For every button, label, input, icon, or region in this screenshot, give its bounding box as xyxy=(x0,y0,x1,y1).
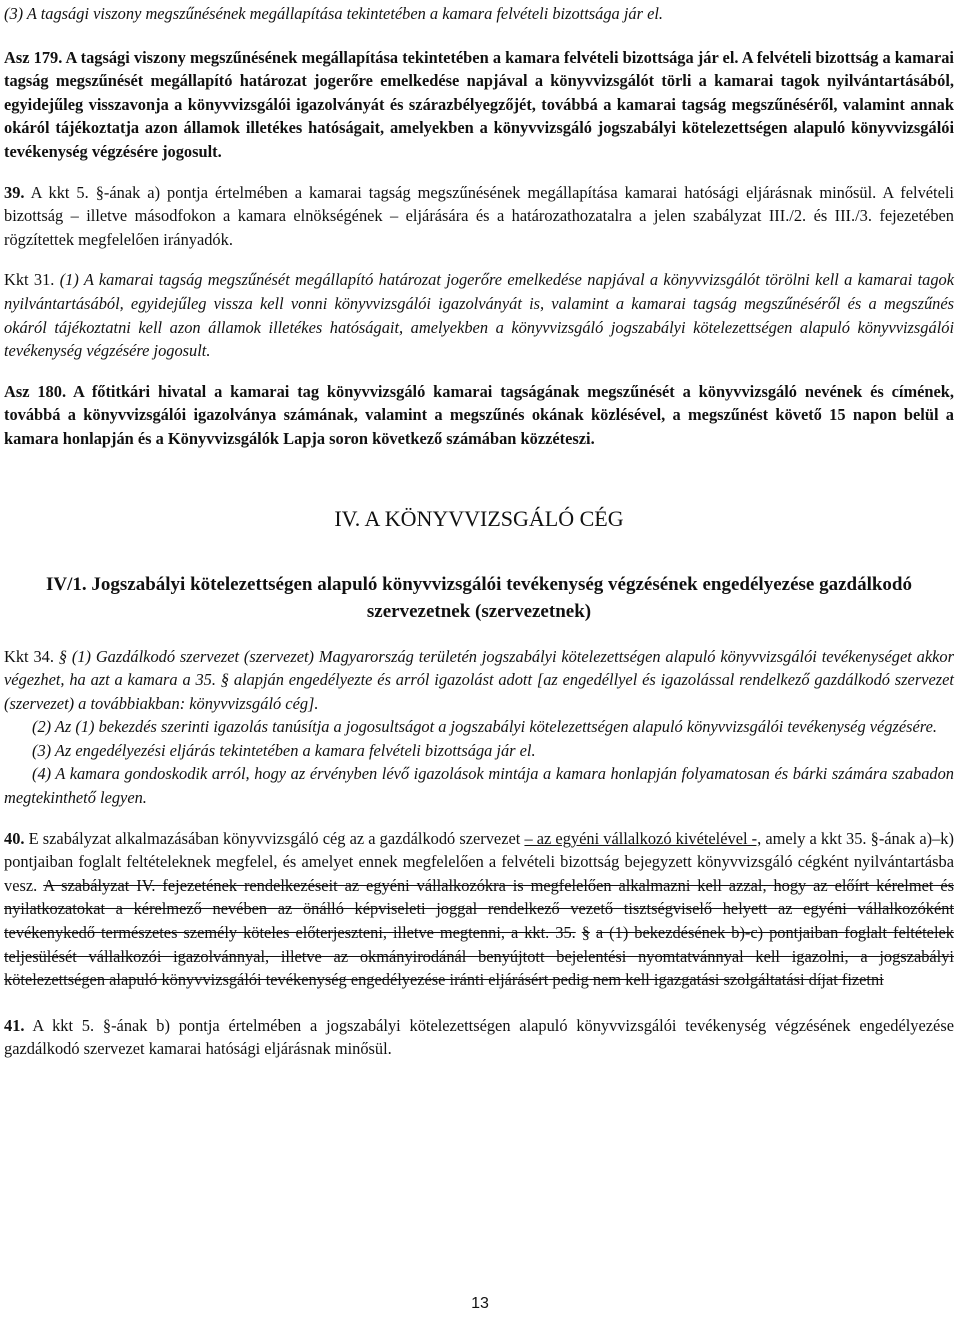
kkt-31 xyxy=(4,268,954,362)
paragraph-39-part1: A kkt 5. xyxy=(30,182,89,202)
kkt-34-p3-text: (3) Az engedélyezési eljárás tekintetében a kamara felvételi bizottsága jár el. xyxy=(32,740,536,760)
paragraph-top xyxy=(4,2,954,26)
paragraph-40-struck: A szabályzat IV. fejezetének rendelkezéseit az egyéni vállalkozókra is megfelelően alkalmazni kell azzal, hogy az előírt kérelmet és nyilatkozatokat a kérelmező nevében az önálló képviseleti joggal rendelkező vezető tisztségviselő helyett az egyéni vállalkozóként tevékenykedő természetes személy köteles előterjeszteni, illetve megtenni, a kkt. 35. xyxy=(4,875,954,943)
section-title: IV/1. Jogszabályi kötelezettségen alapuló könyvvizsgálói tevékenység végzésének engedélyezése gazdálkodó szervezetnek (szervezetnek) xyxy=(45,573,912,622)
section-sign: § xyxy=(220,670,229,690)
section-sign: § xyxy=(95,182,104,202)
paragraph-40-struck2: a (1) bekezdésének b)-c) pontjaiban foglalt feltételek teljesülését vállalkozói igazolvánnyal, illetve az okmányirodánál benyújtott bejelentési nyomtatvánnyal kell igazolni, a jogszabályi kötelezettségen alapuló könyvvizsgálói tevékenység engedélyezése iránti eljárásért pedig nem kell igazgatási szolgáltatási díjat fizetni xyxy=(4,923,954,990)
section-sign: § xyxy=(581,923,590,943)
paragraph-40-part3: -ának a)–k) pontjaiban foglalt feltételeknek megfelel, és amelyet ennek megfelelően a felvételi bizottság bejegyzett könyvvizsgáló cégként nyilvántartásba vesz. xyxy=(4,828,954,895)
paragraph-40 xyxy=(4,827,954,992)
paragraph-top-text: (3) A tagsági viszony megszűnésének megállapítása tekintetében a kamara felvételi bizottsága jár el. xyxy=(4,4,663,23)
kkt-34-p1b: alapján engedélyezte és arról igazolást adott [az engedéllyel és igazolással rendelkező gazdálkodó szervezet (szervezet) a továbbiakban: könyvvizsgáló cég]. xyxy=(4,670,954,713)
kkt-34 xyxy=(4,645,954,716)
section-sign: § xyxy=(870,828,879,848)
paragraph-41 xyxy=(4,1014,954,1061)
page-number: 13 xyxy=(471,1295,489,1312)
paragraph-40-underlined: – az egyéni vállalkozó kivételével -, xyxy=(524,828,762,848)
asz-179-label: Asz 179. xyxy=(4,47,63,67)
kkt-34-label: Kkt 34. xyxy=(4,646,54,666)
paragraph-39 xyxy=(4,181,954,252)
asz-180 xyxy=(4,380,954,451)
kkt-34-p4 xyxy=(4,762,954,809)
paragraph-41-part1: A kkt 5. xyxy=(32,1015,95,1035)
paragraph-41-number: 41. xyxy=(4,1015,25,1035)
paragraph-40-part2: amely a kkt 35. xyxy=(765,828,867,848)
asz-180-label: Asz 180. xyxy=(4,381,67,401)
section-sign: § xyxy=(58,646,67,666)
chapter-title: IV. A KÖNYVVIZSGÁLÓ CÉG xyxy=(334,505,624,531)
kkt-34-p3 xyxy=(4,739,954,763)
document-page xyxy=(0,2,960,1317)
asz-179-text: A tagsági viszony megszűnésének megállapítása tekintetében a kamara felvételi bizottsága jár el. A felvételi bizottság a kamarai tagság megszűnését megállapító határozat jogerőre emelkedése napjával a könyvvizsgálót törli a kamarai tagok nyilvántartásából, egyidejűleg visszavonja a könyvvizsgálói igazolványát és szárazbélyegzőjét, továbbá a kamarai tagság megszűnéséről, valamint annak okáról tájékoztatja azon államok illetékes hatóságait, amelyekben a könyvvizsgáló jogszabályi kötelezettségen alapuló könyvvizsgálói tevékenység végzésére jogosult. xyxy=(4,47,954,161)
paragraph-41-part2: -ának b) pontja értelmében a jogszabályi kötelezettségen alapuló könyvvizsgálói tevékenység végzésének engedélyezése gazdálkodó szervezet kamarai hatósági eljárásnak minősül. xyxy=(4,1015,954,1059)
kkt-34-p1: (1) Gazdálkodó szervezet (szervezet) Magyarország területén jogszabályi kötelezettségen alapuló könyvvizsgálói tevékenységet akkor végezhet, ha azt a kamara a 35. xyxy=(4,646,954,690)
paragraph-39-number: 39. xyxy=(4,182,25,202)
asz-179 xyxy=(4,46,954,164)
kkt-34-p4-text: (4) A kamara gondoskodik arról, hogy az érvényben lévő igazolások mintája a kamara honlapján folyamatosan és bárki számára szabadon megtekinthető legyen. xyxy=(4,764,954,808)
paragraph-40-number: 40. xyxy=(4,828,25,848)
asz-180-text: A főtitkári hivatal a kamarai tag könyvvizsgáló kamarai tagságának megszűnését a könyvvizsgáló nevének és címének, továbbá a könyvvizsgálói igazolványa számának, valamint a megszűnés okának közlésével, a megszűnést követő 15 napon belül a kamara honlapján és a Könyvvizsgálók Lapja soron következő számában közzéteszi. xyxy=(4,381,954,448)
kkt-31-label: Kkt 31. xyxy=(4,270,55,290)
section-sign: § xyxy=(102,1015,112,1035)
paragraph-39-part3: A felvételi bizottság – illetve másodfokon a kamara elnökségének – eljárására és a határozathozatalra a jelen szabályzat III./2. és III./3. fejezetében rögzítettek megfelelően irányadók. xyxy=(4,182,954,249)
kkt-34-p2-text: (2) Az (1) bekezdés szerinti igazolás tanúsítja a jogosultságot a jogszabályi kötelezettségen alapuló könyvvizsgálói tevékenység végzésére. xyxy=(32,717,937,737)
kkt-31-text: (1) A kamarai tagság megszűnését megállapító határozat jogerőre emelkedése napjával a könyvvizsgálót törölni kell a kamarai tagok nyilvántartásából, egyidejűleg vissza kell vonni könyvvizsgálói igazolványát is, valamint a kamarai tagság megszűnéséről és a megszűnés okáról tájékoztatni kell azon államok illetékes hatóságait, amelyekben a könyvvizsgáló jogszabályi kötelezettségen alapuló könyvvizsgálói tevékenység végzésére jogosult. xyxy=(4,270,954,361)
paragraph-39-part2: -ának a) pontja értelmében a kamarai tagság megszűnésének megállapítása kamarai hatósági eljárásnak minősül. xyxy=(103,182,877,202)
paragraph-40-part1: E szabályzat alkalmazásában könyvvizsgáló cég az a gazdálkodó szervezet xyxy=(28,828,521,848)
kkt-34-p2 xyxy=(4,715,954,739)
